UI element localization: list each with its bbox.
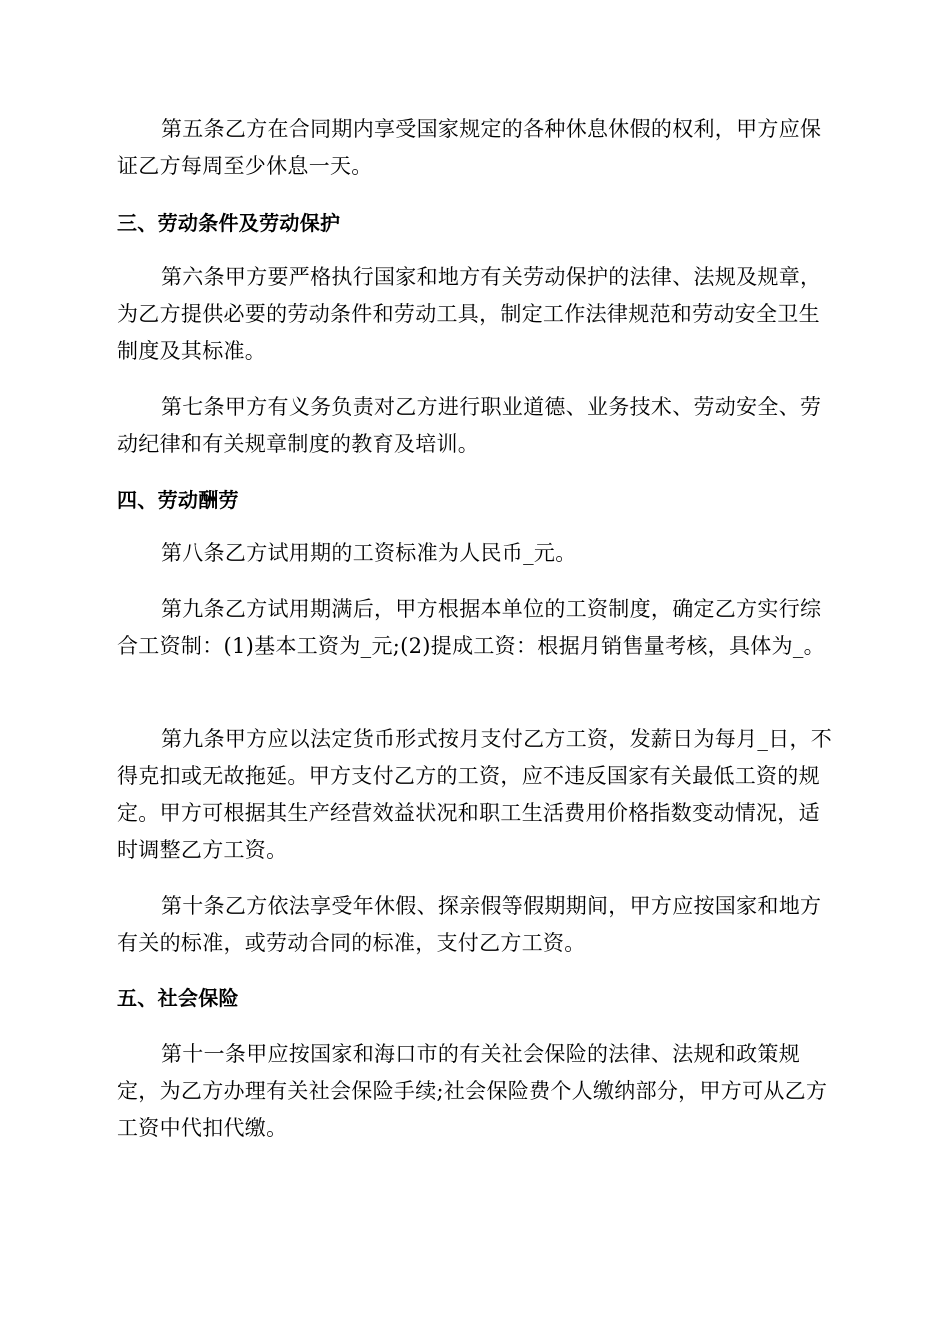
section-heading-3: 三、劳动条件及劳动保护 (117, 211, 341, 235)
paragraph-article-10: 第十条乙方依法享受年休假、探亲假等假期期间，甲方应按国家和地方有关的标准，或劳动合同的标准，支付乙方工资。 (117, 894, 822, 955)
paragraph-article-7: 第七条甲方有义务负责对乙方进行职业道德、业务技术、劳动安全、劳动纪律和有关规章制度的教育及培训。 (117, 395, 822, 456)
paragraph-article-8: 第八条乙方试用期的工资标准为人民币_元。 (161, 541, 577, 565)
section-heading-4: 四、劳动酬劳 (117, 488, 239, 512)
paragraph-article-9b: 第九条甲方应以法定货币形式按月支付乙方工资，发薪日为每月_日，不得克扣或无故拖延。甲方支付乙方的工资，应不违反国家有关最低工资的规定。甲方可根据其生产经营效益状况和职工生活费用价格指数变动情况，适时调整乙方工资。 (117, 727, 833, 862)
paragraph-article-9a: 第九条乙方试用期满后，甲方根据本单位的工资制度，确定乙方实行综合工资制：(1)基本工资为_元;(2)提成工资：根据月销售量考核，具体为_。 (117, 597, 825, 658)
paragraph-article-11: 第十一条甲应按国家和海口市的有关社会保险的法律、法规和政策规定，为乙方办理有关社会保险手续;社会保险费个人缴纳部分，甲方可从乙方工资中代扣代缴。 (117, 1042, 828, 1140)
paragraph-article-5: 第五条乙方在合同期内享受国家规定的各种休息休假的权利，甲方应保证乙方每周至少休息一天。 (117, 117, 822, 178)
paragraph-article-6: 第六条甲方要严格执行国家和地方有关劳动保护的法律、法规及规章，为乙方提供必要的劳动条件和劳动工具，制定工作法律规范和劳动安全卫生制度及其标准。 (117, 265, 822, 363)
section-heading-5: 五、社会保险 (117, 986, 239, 1010)
